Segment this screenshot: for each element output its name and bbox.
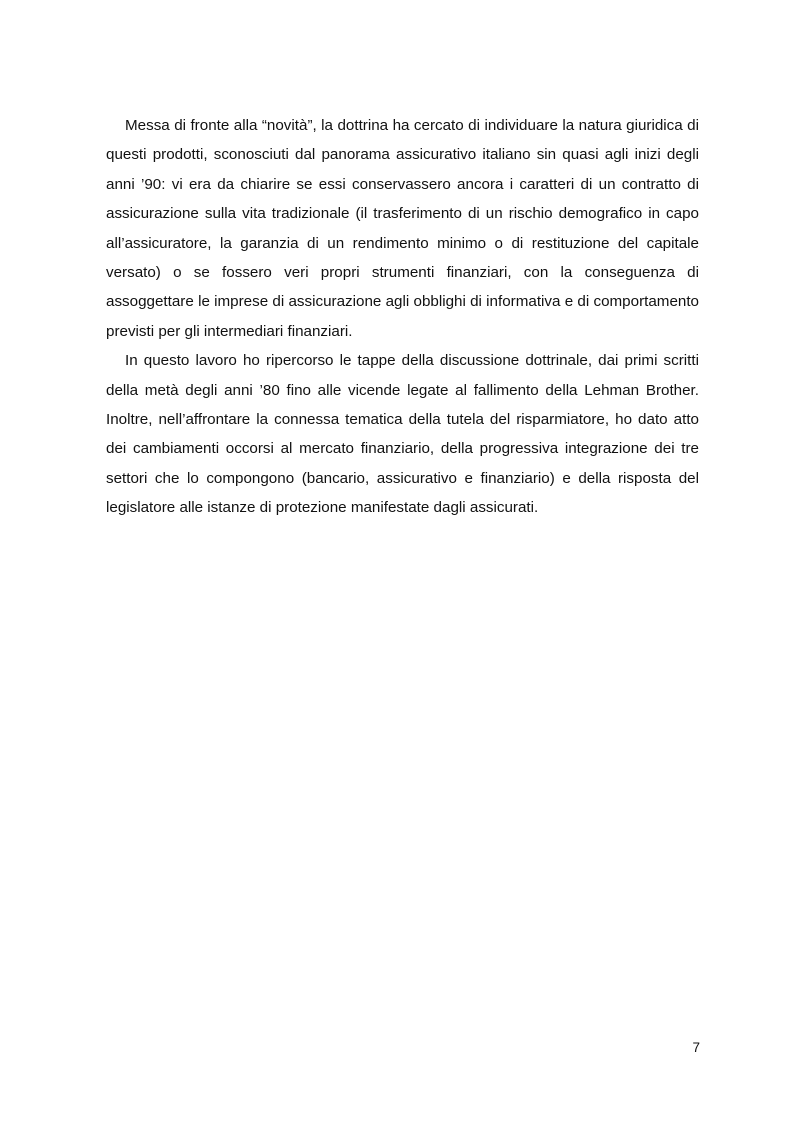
paragraph-2: In questo lavoro ho ripercorso le tappe della discussione dottrinale, dai primi scritti della metà degli anni ’80 fino alle vicende legate al fallimento della Lehman Brother. Inoltre, nell’affrontare la connessa tematica della tutela del risparmiatore, ho dato atto dei cambiamenti occorsi al mercato finanziario, della progressiva integrazione dei tre settori che lo compongono (bancario, assicurativo e finanziario) e della risposta del legislatore alle istanze di protezione manifestate dagli assicurati. — [106, 352, 699, 517]
body-text — [106, 111, 699, 523]
paragraph-1: Messa di fronte alla “novità”, la dottrina ha cercato di individuare la natura giuridica di questi prodotti, sconosciuti dal panorama assicurativo italiano sin quasi agli inizi degli anni ’90: vi era da chiarire se essi conservassero ancora i caratteri di un contratto di assicurazione sulla vita tradizionale (il trasferimento di un rischio demografico in capo all’assicuratore, la garanzia di un rendimento minimo o di restituzione del capitale versato) o se fossero veri propri strumenti finanziari, con la conseguenza di assoggettare le imprese di assicurazione agli obblighi di informativa e di comportamento previsti per gli intermediari finanziari. — [106, 117, 699, 340]
page-number: 7 — [692, 1040, 700, 1055]
